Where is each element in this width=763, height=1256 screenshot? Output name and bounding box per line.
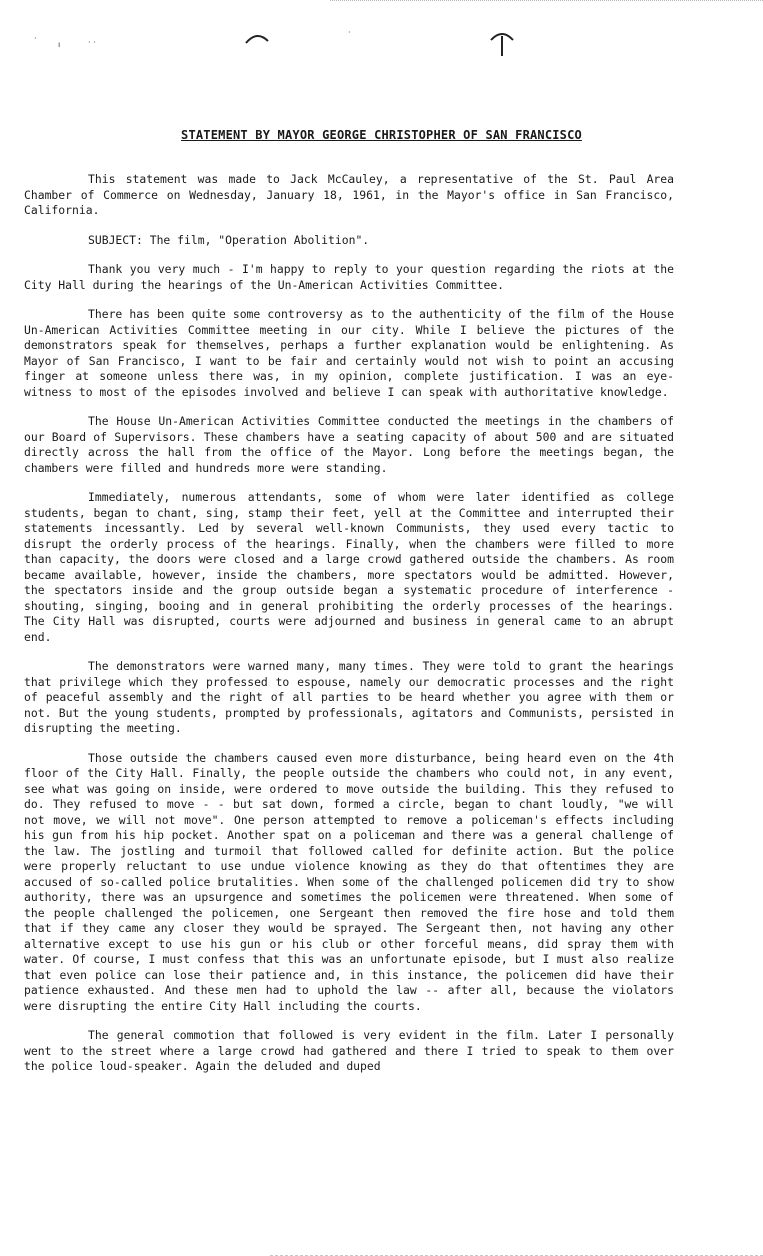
hole-punch-arc-icon — [244, 32, 270, 44]
paragraph-subject: SUBJECT: The film, "Operation Abolition". — [88, 232, 370, 247]
paragraph-controversy: There has been quite some controversy as to the authenticity of the film of the House Un-American Activities Committee meeting in our city. While I believe the pictures of the demonstrators speak for themselves, perhaps a further explanation would be enlightening. As Mayor of San Francisco, I want to be fair and certainly would not wish to point an accusing finger at someone unless there was, in my opinion, complete justification. I was an eye-witness to most of the episodes involved and believe I can speak with authoritative knowledge. — [24, 307, 674, 399]
paragraph-outside: Those outside the chambers caused even more disturbance, being heard even on the 4th floor of the City Hall. Finally, the people outside the chambers who could not, in any event, see what was going on inside, were ordered to move outside the building. This they refused to do. They refused to move - - but sat down, formed a circle, began to chant loudly, "we will not move, we will not move". One person attempted to remove a policeman's effects including his gun from his hip pocket. Another spat on a policeman and there was a general challenge of the law. The jostling and turmoil that followed called for definite action. But the police were properly reluctant to use undue violence knowing as they do that oftentimes they are accused of so-called police brutalities. When some of the challenged policemen did try to show authority, there was an upsurgence and sometimes the policemen were threatened. When some of the people challenged the policemen, one Sergeant then removed the fire hose and told them that if they came any closer they would be sprayed. The Sergeant then, not having any other alternative except to use his gun or his club or other forceful means, did spray them with water. Of course, I must confess that this was an unfortunate episode, but I must also realize that even police can lose their patience and, in this instance, the policemen did have their patience exhausted. And these men had to uphold the law -- after all, because the violators were disrupting the entire City Hall including the courts. — [24, 750, 674, 1013]
document-title: STATEMENT BY MAYOR GEORGE CHRISTOPHER OF SAN FRANCISCO — [181, 128, 582, 142]
scan-mark-dot: · — [348, 28, 351, 37]
scan-mark-dot: · · — [88, 38, 96, 47]
top-border-dots — [330, 0, 763, 3]
document-body — [24, 172, 674, 1089]
paragraph-intro: This statement was made to Jack McCauley, a representative of the St. Paul Area Chamber of Commerce on Wednesday, January 18, 1961, in the Mayor's office in San Francisco, California. — [24, 172, 674, 217]
paragraph-warnings: The demonstrators were warned many, many times. They were told to grant the hearings that privilege which they professed to espouse, namely our democratic processes and the right of peaceful assembly and the right of all parties to be heard whether you agree with them or not. But the young students, prompted by professionals, agitators and Communists, persisted in disrupting the meeting. — [24, 659, 674, 735]
hole-punch-arc-icon — [489, 30, 515, 58]
paragraph-disruption: Immediately, numerous attendants, some of whom were later identified as college students, began to chant, sing, stamp their feet, yell at the Committee and interrupted their statements incessantly. Led by several well-known Communists, they used every tactic to disrupt the orderly process of the hearings. Finally, when the chambers were filled to more than capacity, the doors were closed and a large crowd gathered outside the chambers. As room became available, however, inside the chambers, more spectators would be admitted. However, the spectators inside and the group outside began a systematic procedure of interference - shouting, singing, booing and in general prohibiting the orderly processes of the hearings. The City Hall was disrupted, courts were adjourned and business in general came to an abrupt end. — [24, 490, 674, 644]
scan-mark-dot: ı — [58, 40, 61, 49]
paragraph-chambers: The House Un-American Activities Committee conducted the meetings in the chambers of our Board of Supervisors. These chambers have a seating capacity of about 500 and are situated directly across the hall from the office of the Mayor. Long before the meetings began, the chambers were filled and hundreds more were standing. — [24, 414, 674, 475]
paragraph-commotion: The general commotion that followed is very evident in the film. Later I personally went to the street where a large crowd had gathered and there I tried to speak to them over the police loud-speaker. Again the deluded and duped — [24, 1028, 674, 1073]
scan-mark-dot: · — [34, 34, 37, 43]
paragraph-thanks: Thank you very much - I'm happy to reply to your question regarding the riots at the City Hall during the hearings of the Un-American Activities Committee. — [24, 262, 674, 292]
